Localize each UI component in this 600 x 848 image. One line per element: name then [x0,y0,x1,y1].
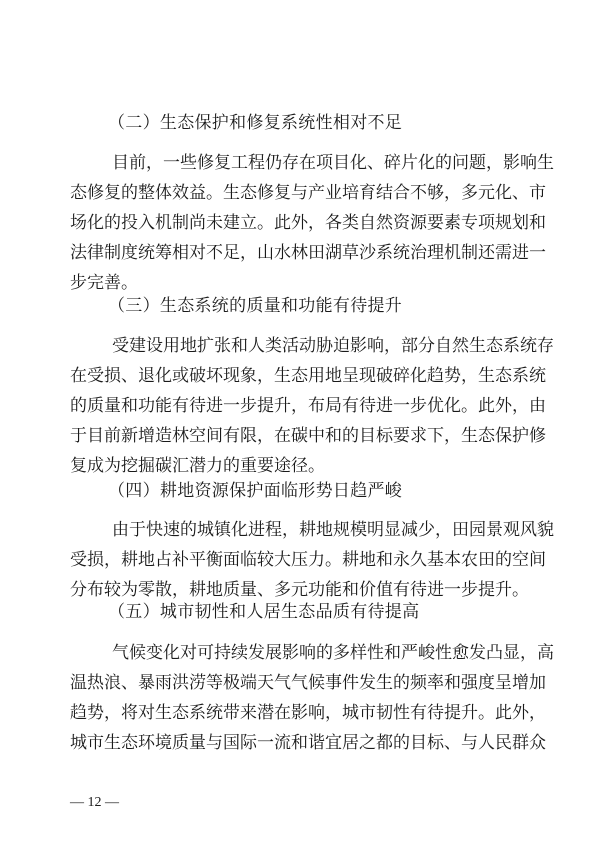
paragraph-line: 趋势，将对生态系统带来潜在影响，城市韧性有待提升。此外， [70,703,546,723]
paragraph-line: 受损，耕地占补平衡面临较大压力。耕地和永久基本农田的空间 [70,550,546,570]
paragraph-line: 的质量和功能有待进一步提升，布局有待进一步优化。此外，由 [70,396,546,416]
paragraph-line: 气候变化对可持续发展影响的多样性和严峻性愈发凸显，高 [112,643,554,663]
section-paragraph-3 [70,331,554,481]
section-heading-2: （二）生态保护和修复系统性相对不足 [108,113,403,133]
section-paragraph-2 [70,148,554,298]
section-heading-4: （四）耕地资源保护面临形势日趋严峻 [108,481,403,501]
paragraph-line: 于目前新增造林空间有限，在碳中和的目标要求下，生态保护修 [70,426,546,446]
paragraph-line: 步完善。 [70,273,138,293]
paragraph-line: 温热浪、暴雨洪涝等极端天气气候事件发生的频率和强度呈增加 [70,673,546,693]
paragraph-line: 法律制度统筹相对不足，山水林田湖草沙系统治理机制还需进一 [70,243,546,263]
page-number: — 12 — [70,795,119,810]
paragraph-line: 复成为挖掘碳汇潜力的重要途径。 [70,456,325,476]
paragraph-line: 分布较为零散，耕地质量、多元功能和价值有待进一步提升。 [70,580,529,600]
section-heading-3: （三）生态系统的质量和功能有待提升 [108,296,403,316]
paragraph-line: 受建设用地扩张和人类活动胁迫影响，部分自然生态系统存 [112,336,554,356]
section-paragraph-4 [70,515,554,605]
paragraph-line: 态修复的整体效益。生态修复与产业培育结合不够，多元化、市 [70,183,546,203]
section-heading-5: （五）城市韧性和人居生态品质有待提高 [108,602,420,622]
paragraph-line: 由于快速的城镇化进程，耕地规模明显减少，田园景观风貌 [112,520,554,540]
paragraph-line: 在受损、退化或破坏现象，生态用地呈现破碎化趋势，生态系统 [70,366,546,386]
paragraph-line: 目前，一些修复工程仍存在项目化、碎片化的问题，影响生 [112,153,554,173]
paragraph-line: 场化的投入机制尚未建立。此外，各类自然资源要素专项规划和 [70,213,546,233]
section-paragraph-5 [70,638,554,758]
paragraph-line: 城市生态环境质量与国际一流和谐宜居之都的目标、与人民群众 [70,733,546,753]
